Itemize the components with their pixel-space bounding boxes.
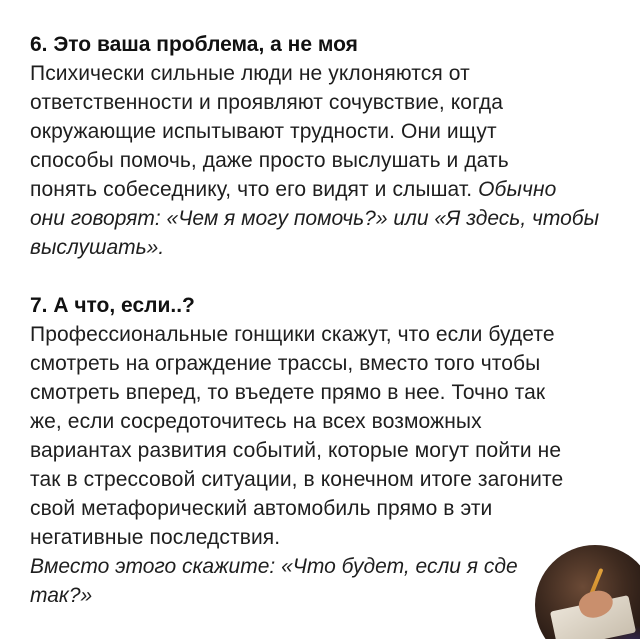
paragraph-line: способы помочь, даже просто выслушать и дать [30,149,509,172]
paragraph-line: негативные последствия. [30,526,281,549]
section-7 [30,291,630,610]
paragraph-line: смотреть вперед, то въедете прямо в нее. Точно так [30,381,546,404]
paragraph-line [30,175,630,204]
quote-line: так?» [30,584,93,607]
quote-line: они говорят: «Чем я могу помочь?» или «Я здесь, чтобы [30,207,600,230]
quote-line: выслушать». [30,236,165,259]
section-heading: 7. А что, если..? [30,294,195,317]
paragraph-line: ответственности и проявляют сочувствие, когда [30,91,504,114]
paragraph-line: же, если сосредоточитесь на всех возможных [30,410,482,433]
paragraph-line: вариантах развития событий, которые могут пойти не [30,439,562,462]
section-6 [30,30,630,262]
paragraph-text: понять собеседнику, что его видят и слышат. [30,178,479,201]
paragraph-line: Психически сильные люди не уклоняются от [30,62,470,85]
paragraph-line: свой метафорический автомобиль прямо в эти [30,497,493,520]
paragraph-line: так в стрессовой ситуации, в конечном итоге загоните [30,468,564,491]
paragraph-line: Профессиональные гонщики скажут, что если будете [30,323,555,346]
quote-line: Вместо этого скажите: «Что будет, если я сде [30,555,518,578]
article-content [30,30,630,610]
paragraph-line: окружающие испытывают трудности. Они ищут [30,120,497,143]
section-heading: 6. Это ваша проблема, а не моя [30,33,358,56]
paragraph-line: смотреть на ограждение трассы, вместо того чтобы [30,352,541,375]
quote-text: Обычно [478,178,557,201]
